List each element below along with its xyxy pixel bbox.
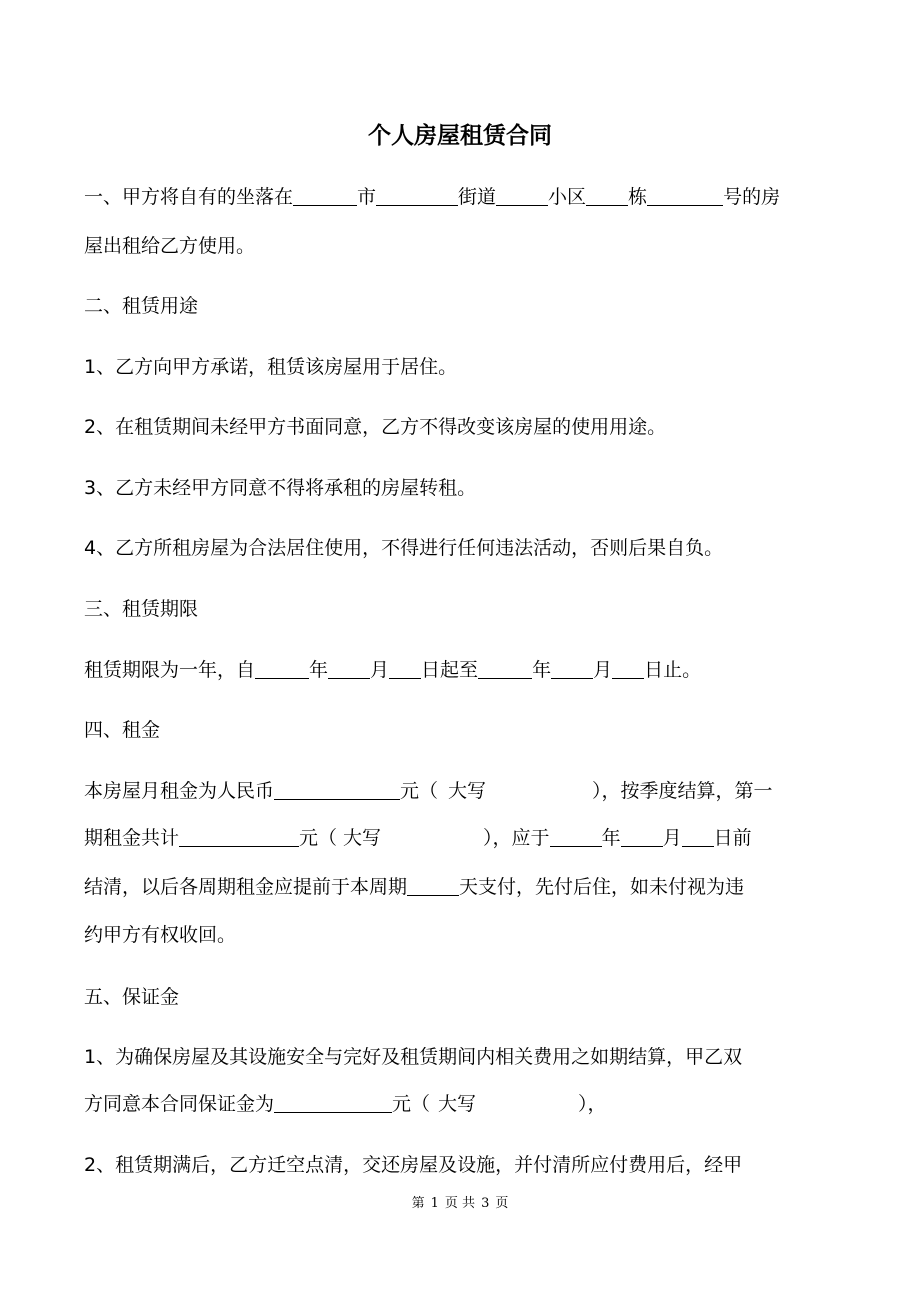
s4-l3-b: 天支付，先付后住，如未付视为违 bbox=[459, 876, 745, 898]
s2-item-3: 3、乙方未经甲方同意不得将承租的房屋转租。 bbox=[84, 477, 477, 499]
blank-building bbox=[586, 183, 628, 206]
footer-page-number: 1 bbox=[430, 1196, 439, 1211]
s3-text-month: 月 bbox=[370, 659, 390, 681]
s4-l2-g: 日前 bbox=[713, 827, 752, 849]
s3-text-day-from: 日起至 bbox=[421, 659, 479, 681]
s1-text-c: 街道 bbox=[458, 186, 497, 208]
s4-l2-a: 期租金共计 bbox=[84, 827, 180, 849]
s4-l1-b: 元（ bbox=[400, 780, 439, 802]
s3-text-month2: 月 bbox=[593, 659, 613, 681]
s1-line-1 bbox=[84, 182, 836, 212]
s3-heading: 三、租赁期限 bbox=[84, 598, 199, 620]
s3-text-year: 年 bbox=[309, 659, 329, 681]
blank-start-year bbox=[255, 656, 309, 679]
s4-l2-c: 大写 bbox=[343, 827, 382, 849]
page-footer bbox=[0, 1194, 920, 1214]
s5-line-2 bbox=[84, 1089, 607, 1119]
s5-heading: 五、保证金 bbox=[84, 986, 180, 1008]
blank-monthly-rent bbox=[274, 777, 400, 800]
s1-text-f: 号的房 bbox=[723, 186, 781, 208]
footer-mid: 页 共 bbox=[444, 1196, 476, 1211]
s5-l2-c: 大写 bbox=[438, 1093, 477, 1115]
blank-city bbox=[293, 183, 357, 206]
s3-term-line bbox=[84, 655, 701, 685]
blank-start-month bbox=[328, 656, 370, 679]
s5-l2-a: 方同意本合同保证金为 bbox=[84, 1093, 275, 1115]
blank-pay-year bbox=[550, 824, 602, 847]
blank-end-year bbox=[478, 656, 532, 679]
s4-l2-f: 月 bbox=[662, 827, 682, 849]
s1-line-2: 屋出租给乙方使用。 bbox=[84, 235, 256, 257]
s3-text-year2: 年 bbox=[532, 659, 552, 681]
blank-start-day bbox=[389, 656, 421, 679]
blank-advance-days bbox=[407, 873, 459, 896]
s1-text-b: 市 bbox=[357, 186, 377, 208]
blank-community bbox=[496, 183, 548, 206]
s4-line-2 bbox=[84, 823, 836, 853]
s2-item-1: 1、乙方向甲方承诺，租赁该房屋用于居住。 bbox=[84, 356, 458, 378]
s4-l2-b: 元（ bbox=[299, 827, 338, 849]
s4-line-1 bbox=[84, 776, 836, 806]
footer-prefix: 第 bbox=[411, 1196, 425, 1211]
blank-end-month bbox=[551, 656, 593, 679]
s4-line-4: 约甲方有权收回。 bbox=[84, 924, 237, 946]
footer-suffix: 页 bbox=[495, 1196, 509, 1211]
s4-line-3 bbox=[84, 872, 836, 902]
s3-text-day-to: 日止。 bbox=[644, 659, 702, 681]
s2-heading: 二、租赁用途 bbox=[84, 295, 199, 317]
s4-l2-d: ），应于 bbox=[483, 827, 550, 849]
blank-pay-day bbox=[682, 824, 714, 847]
blank-number bbox=[647, 183, 723, 206]
s1-text-d: 小区 bbox=[548, 186, 587, 208]
s2-item-4: 4、乙方所租房屋为合法居住使用，不得进行任何违法活动，否则后果自负。 bbox=[84, 537, 724, 559]
blank-first-rent bbox=[179, 824, 299, 847]
s1-text-e: 栋 bbox=[628, 186, 648, 208]
s4-l1-a: 本房屋月租金为人民币 bbox=[84, 780, 275, 802]
s5-l3: 2、租赁期满后，乙方迁空点清，交还房屋及设施，并付清所应付费用后，经甲 bbox=[84, 1154, 743, 1176]
s5-line-1 bbox=[84, 1042, 836, 1072]
s4-l1-c: 大写 bbox=[448, 780, 487, 802]
s4-l2-e: 年 bbox=[601, 827, 621, 849]
footer-total-pages: 3 bbox=[481, 1196, 490, 1211]
s4-l1-d: ），按季度结算，第一 bbox=[592, 780, 773, 802]
blank-street bbox=[376, 183, 458, 206]
blank-end-day bbox=[612, 656, 644, 679]
s5-line-3 bbox=[84, 1150, 836, 1180]
document-title: 个人房屋租赁合同 bbox=[368, 123, 552, 149]
blank-pay-month bbox=[621, 824, 663, 847]
s4-l3-a: 结清，以后各周期租金应提前于本周期 bbox=[84, 876, 408, 898]
blank-deposit bbox=[274, 1090, 392, 1113]
s4-heading: 四、租金 bbox=[84, 719, 161, 741]
s2-item-2: 2、在租赁期间未经甲方书面同意，乙方不得改变该房屋的使用用途。 bbox=[84, 416, 667, 438]
s1-text-a: 一、甲方将自有的坐落在 bbox=[84, 186, 294, 208]
s5-l2-b: 元（ bbox=[392, 1093, 431, 1115]
s5-l1: 1、为确保房屋及其设施安全与完好及租赁期间内相关费用之如期结算，甲乙双 bbox=[84, 1046, 743, 1068]
s5-l2-d: ）， bbox=[578, 1093, 607, 1115]
s3-text-a: 租赁期限为一年，自 bbox=[84, 659, 256, 681]
